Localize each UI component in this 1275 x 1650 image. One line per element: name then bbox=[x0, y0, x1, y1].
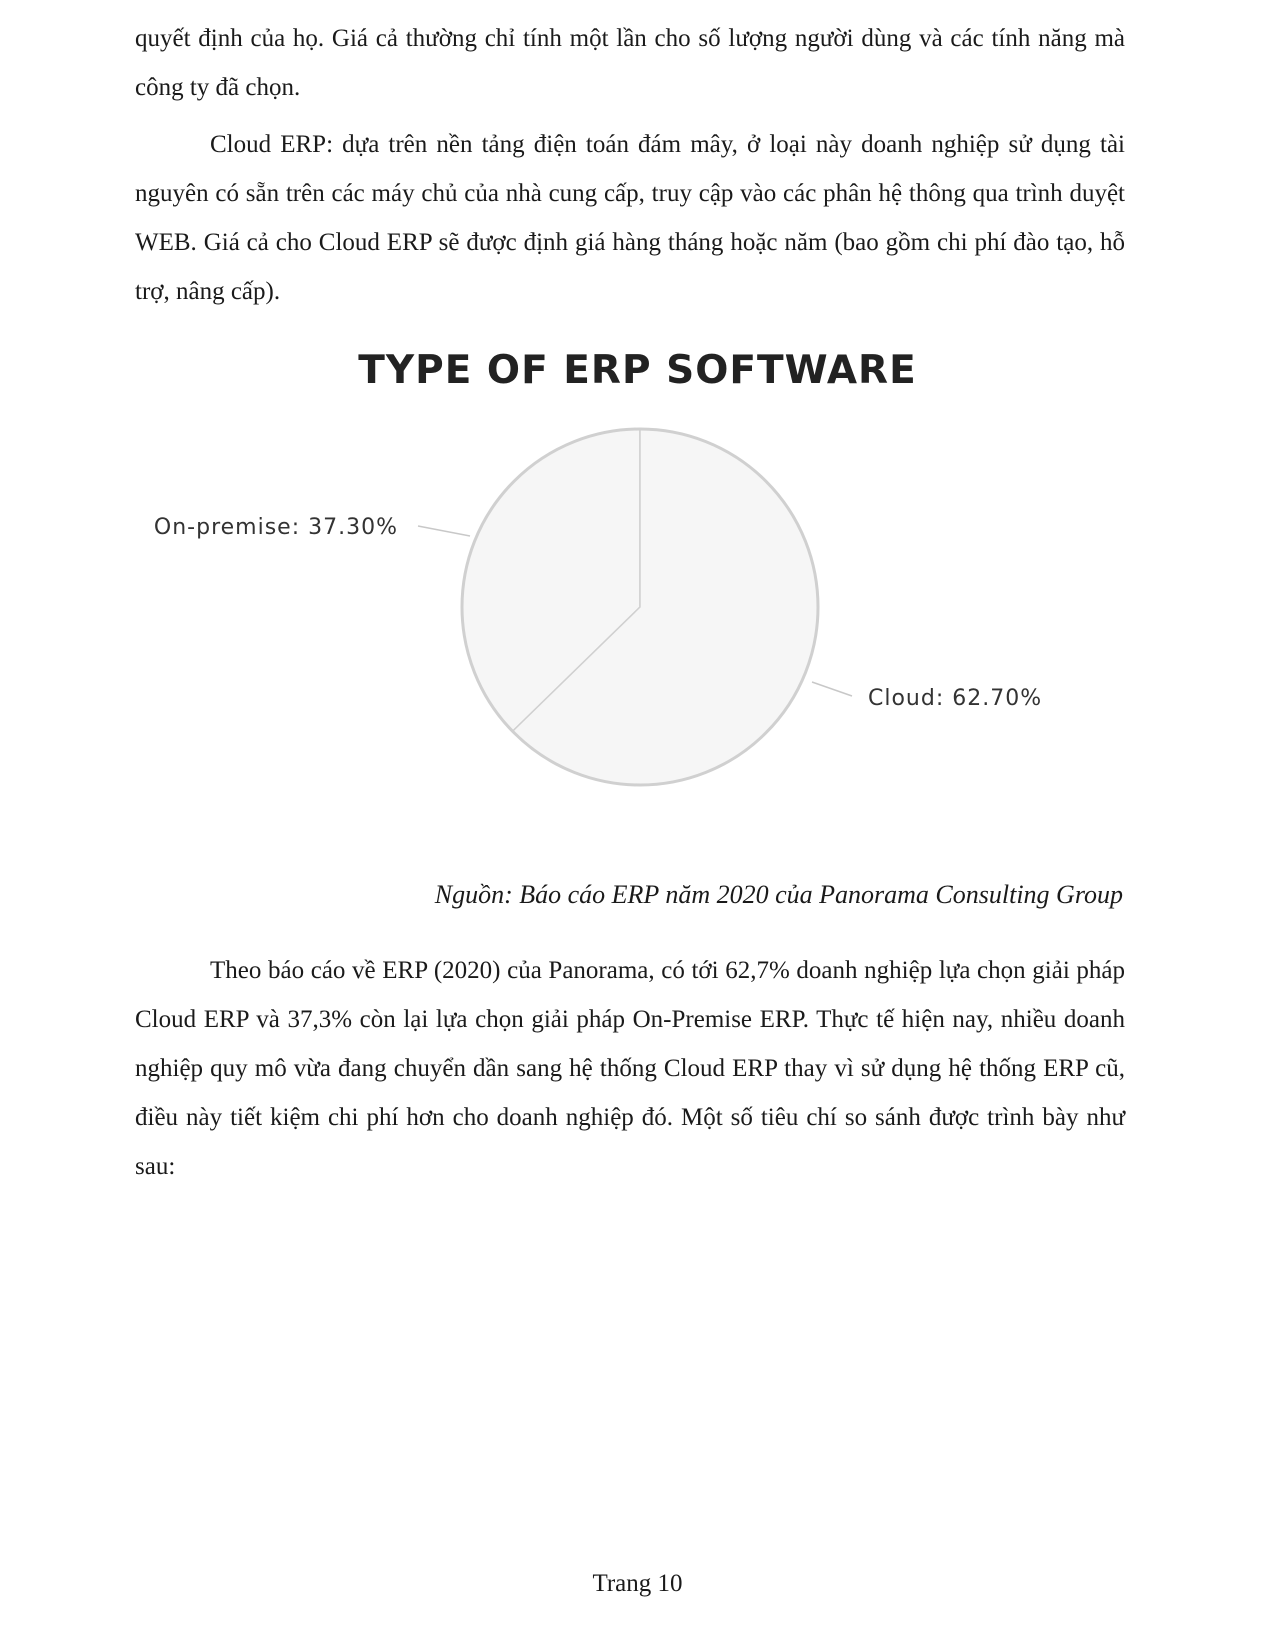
pie-chart bbox=[0, 420, 1275, 840]
pie-slices bbox=[462, 429, 818, 785]
leader-line-on-premise bbox=[418, 526, 470, 536]
page-number: Trang 10 bbox=[592, 1570, 683, 1597]
slice-label-cloud: Cloud: 62.70% bbox=[868, 686, 1043, 711]
figure-source: Nguồn: Báo cáo ERP năm 2020 của Panorama Consulting Group bbox=[434, 880, 1123, 909]
leader-line-cloud bbox=[812, 682, 852, 696]
chart-title: TYPE OF ERP SOFTWARE bbox=[358, 348, 917, 393]
paragraph-1: quyết định của họ. Giá cả thường chỉ tính một lần cho số lượng người dùng và các tính năng mà công ty đã chọn. bbox=[135, 25, 1125, 101]
slice-label-on-premise: On-premise: 37.30% bbox=[153, 515, 398, 540]
paragraph-3: Theo báo cáo về ERP (2020) của Panorama, có tới 62,7% doanh nghiệp lựa chọn giải pháp Cloud ERP và 37,3% còn lại lựa chọn giải pháp On-Premise ERP. Thực tế hiện nay, nhiều doanh nghiệp quy mô vừa đang chuyển dần sang hệ thống Cloud ERP thay vì sử dụng hệ thống ERP cũ, điều này tiết kiệm chi phí hơn cho doanh nghiệp đó. Một số tiêu chí so sánh được trình bày như sau: bbox=[135, 957, 1125, 1180]
paragraph-2: Cloud ERP: dựa trên nền tảng điện toán đám mây, ở loại này doanh nghiệp sử dụng tài nguyên có sẵn trên các máy chủ của nhà cung cấp, truy cập vào các phân hệ thông qua trình duyệt WEB. Giá cả cho Cloud ERP sẽ được định giá hàng tháng hoặc năm (bao gồm chi phí đào tạo, hỗ trợ, nâng cấp). bbox=[135, 131, 1125, 305]
